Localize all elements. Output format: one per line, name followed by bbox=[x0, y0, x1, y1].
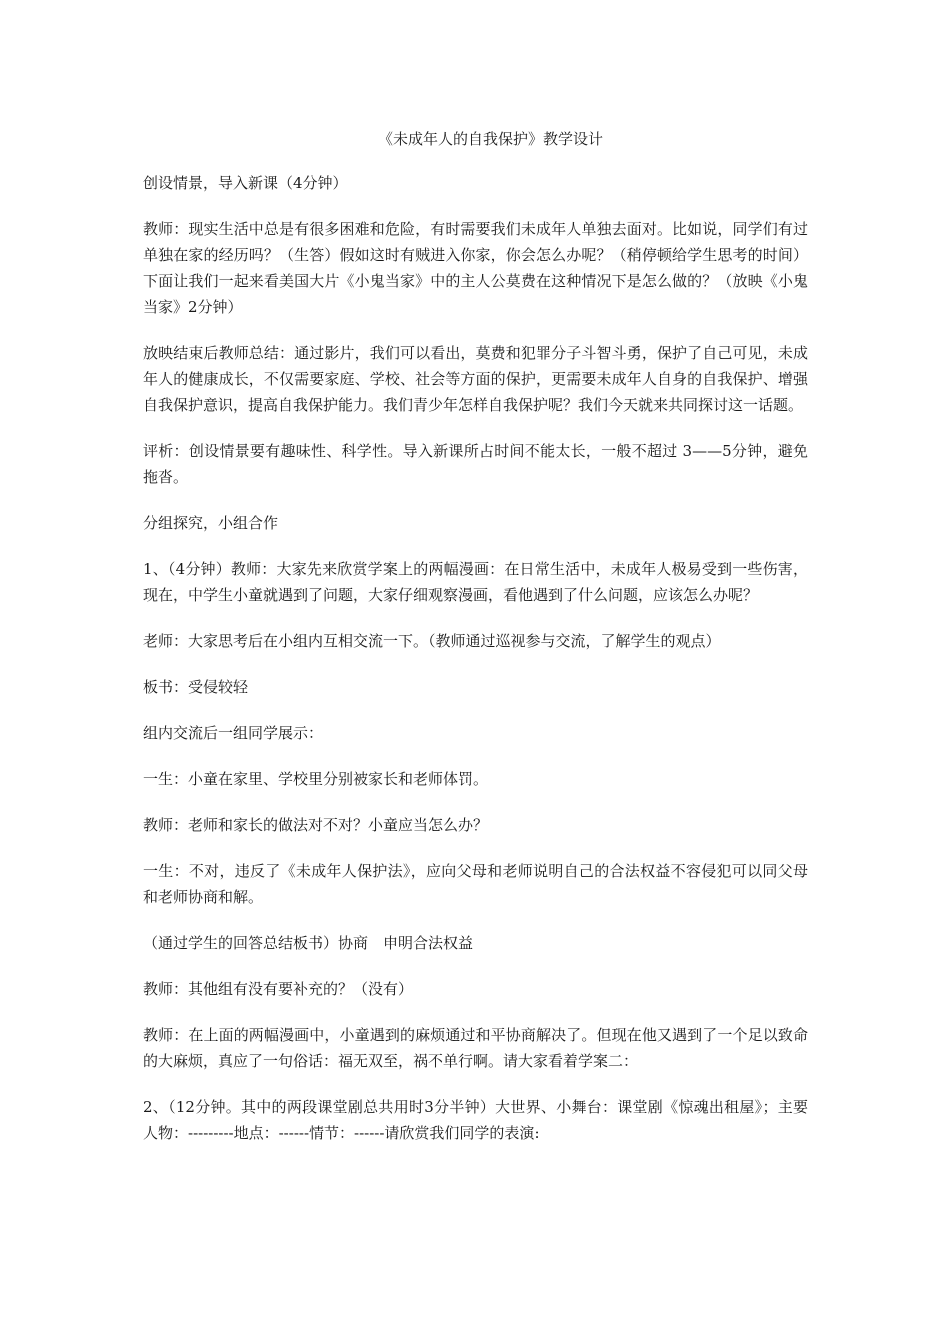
document-title: 《未成年人的自我保护》教学设计 bbox=[377, 130, 603, 148]
paragraph-student-answer-2: 一生：不对，违反了《未成年人保护法》，应向父母和老师说明自己的合法权益不容侵犯可以同父母和老师协商和解。 bbox=[143, 862, 808, 906]
paragraph-board-summary: （通过学生的回答总结板书）协商 申明合法权益 bbox=[143, 934, 474, 952]
paragraph-comment: 评析：创设情景要有趣味性、科学性。导入新课所占时间不能太长，一般不超过 3——5分钟，避免拖沓。 bbox=[143, 442, 808, 486]
paragraph-teacher-transition: 教师：在上面的两幅漫画中，小童遇到的麻烦通过和平协商解决了。但现在他又遇到了一个足以致命的大麻烦，真应了一句俗话：福无双至，祸不单行啊。请大家看着学案二： bbox=[143, 1026, 808, 1070]
paragraph-board-note: 板书：受侵较轻 bbox=[143, 678, 249, 696]
paragraph-summary: 放映结束后教师总结：通过影片，我们可以看出，莫费和犯罪分子斗智斗勇，保护了自己可见，未成年人的健康成长，不仅需要家庭、学校、社会等方面的保护，更需要未成年人自身的自我保护、增强自我保护意识，提高自我保护能力。我们青少年怎样自我保护呢？我们今天就来共同探讨这一话题。 bbox=[143, 344, 808, 414]
section-heading-intro: 创设情景，导入新课（4分钟） bbox=[143, 174, 348, 192]
paragraph-group-display: 组内交流后一组同学展示： bbox=[143, 724, 324, 742]
paragraph-student-answer-1: 一生：小童在家里、学校里分别被家长和老师体罚。 bbox=[143, 770, 489, 788]
paragraph-teacher-supplement: 教师：其他组有没有要补充的？（没有） bbox=[143, 980, 414, 998]
paragraph-step-2: 2、（12分钟。其中的两段课堂剧总共用时3分半钟）大世界、小舞台：课堂剧《惊魂出租屋》；主要人物：---------地点：------情节：------请欣赏我们同学的表演: bbox=[143, 1098, 808, 1142]
paragraph-teacher-question: 教师：老师和家长的做法对不对？小童应当怎么办？ bbox=[143, 816, 489, 834]
paragraph-teacher-intro: 教师：现实生活中总是有很多困难和危险，有时需要我们未成年人单独去面对。比如说，同学们有过单独在家的经历吗？（生答）假如这时有贼进入你家，你会怎么办呢？（稍停顿给学生思考的时间）下面让我们一起来看美国大片《小鬼当家》中的主人公莫费在这种情况下是怎么做的？（放映《小鬼当家》2分钟） bbox=[143, 220, 808, 316]
section-heading-group-work: 分组探究，小组合作 bbox=[143, 514, 279, 532]
paragraph-teacher-discussion: 老师：大家思考后在小组内互相交流一下。（教师通过巡视参与交流，了解学生的观点） bbox=[143, 632, 721, 650]
paragraph-step-1: 1、（4分钟）教师：大家先来欣赏学案上的两幅漫画：在日常生活中，未成年人极易受到一些伤害，现在，中学生小童就遇到了问题，大家仔细观察漫画，看他遇到了什么问题，应该怎么办呢？ bbox=[143, 560, 808, 604]
document-body bbox=[143, 124, 808, 1166]
